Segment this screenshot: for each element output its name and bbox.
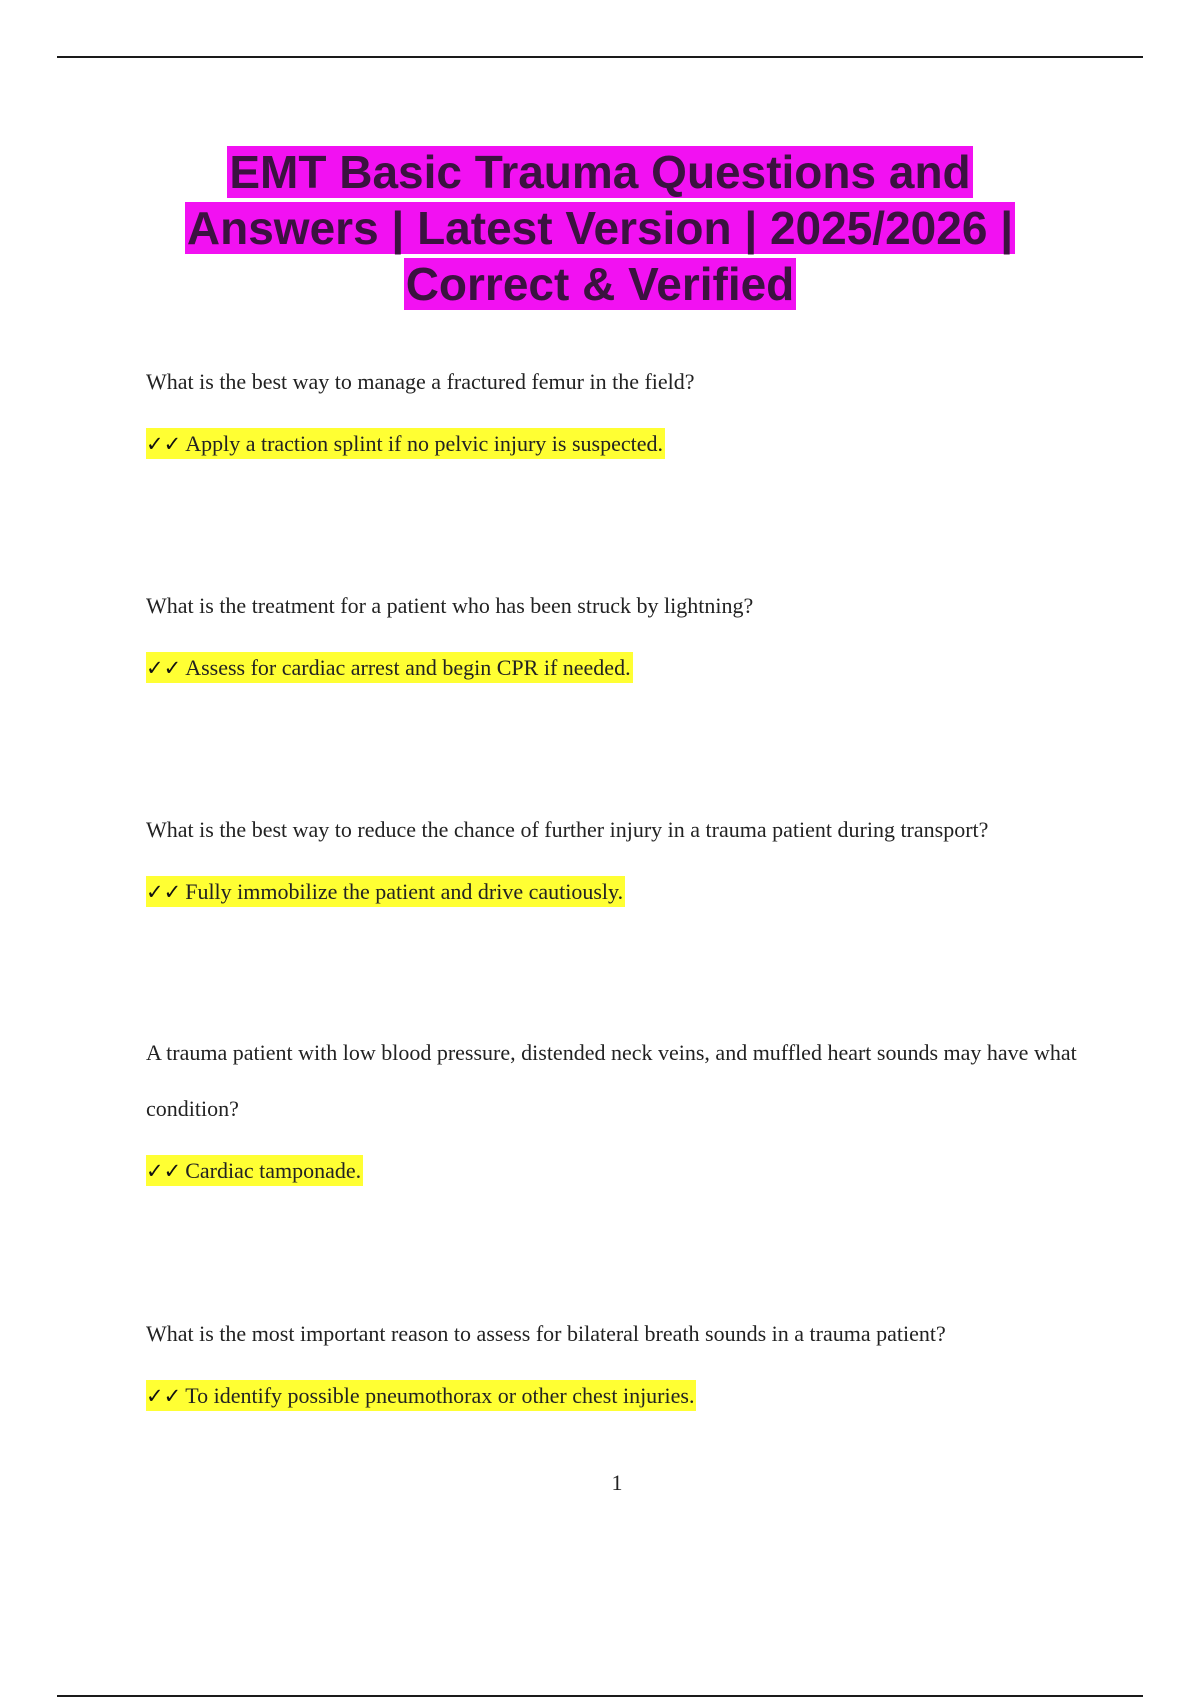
double-check-icon: ✓✓	[146, 656, 182, 680]
answer-text: ✓✓ Apply a traction splint if no pelvic injury is suspected.	[146, 430, 1086, 458]
answer-text: ✓✓ To identify possible pneumothorax or other chest injuries.	[146, 1382, 1086, 1410]
double-check-icon: ✓✓	[146, 1384, 182, 1408]
qa-item-3	[146, 802, 1086, 906]
qa-item-1	[146, 354, 1086, 458]
question-text: What is the most important reason to assess for bilateral breath sounds in a trauma patient?	[146, 1321, 946, 1346]
title-line-2: Answers | Latest Version | 2025/2026 |	[186, 202, 1014, 254]
question-text: What is the treatment for a patient who has been struck by lightning?	[146, 593, 754, 618]
double-check-icon: ✓✓	[146, 880, 182, 904]
footer-rule	[57, 1695, 1143, 1697]
answer-text: ✓✓ Fully immobilize the patient and drive cautiously.	[146, 878, 1086, 906]
answer-text: ✓✓ Cardiac tamponade.	[146, 1157, 1086, 1185]
qa-item-2	[146, 578, 1086, 682]
qa-item-5	[146, 1306, 1086, 1410]
question-text: A trauma patient with low blood pressure, distended neck veins, and muffled heart sounds may have what condition?	[146, 1040, 1077, 1121]
title-line-1: EMT Basic Trauma Questions and	[229, 146, 971, 198]
answer-text: ✓✓ Assess for cardiac arrest and begin CPR if needed.	[146, 654, 1086, 682]
document-title	[100, 144, 1100, 312]
page-number: 1	[611, 1470, 623, 1495]
qa-item-4	[146, 1025, 1086, 1185]
title-line-3: Correct & Verified	[405, 258, 795, 310]
question-text: What is the best way to manage a fractured femur in the field?	[146, 369, 695, 394]
double-check-icon: ✓✓	[146, 1159, 182, 1183]
header-rule	[57, 56, 1143, 58]
double-check-icon: ✓✓	[146, 432, 182, 456]
question-text: What is the best way to reduce the chance of further injury in a trauma patient during transport?	[146, 817, 989, 842]
